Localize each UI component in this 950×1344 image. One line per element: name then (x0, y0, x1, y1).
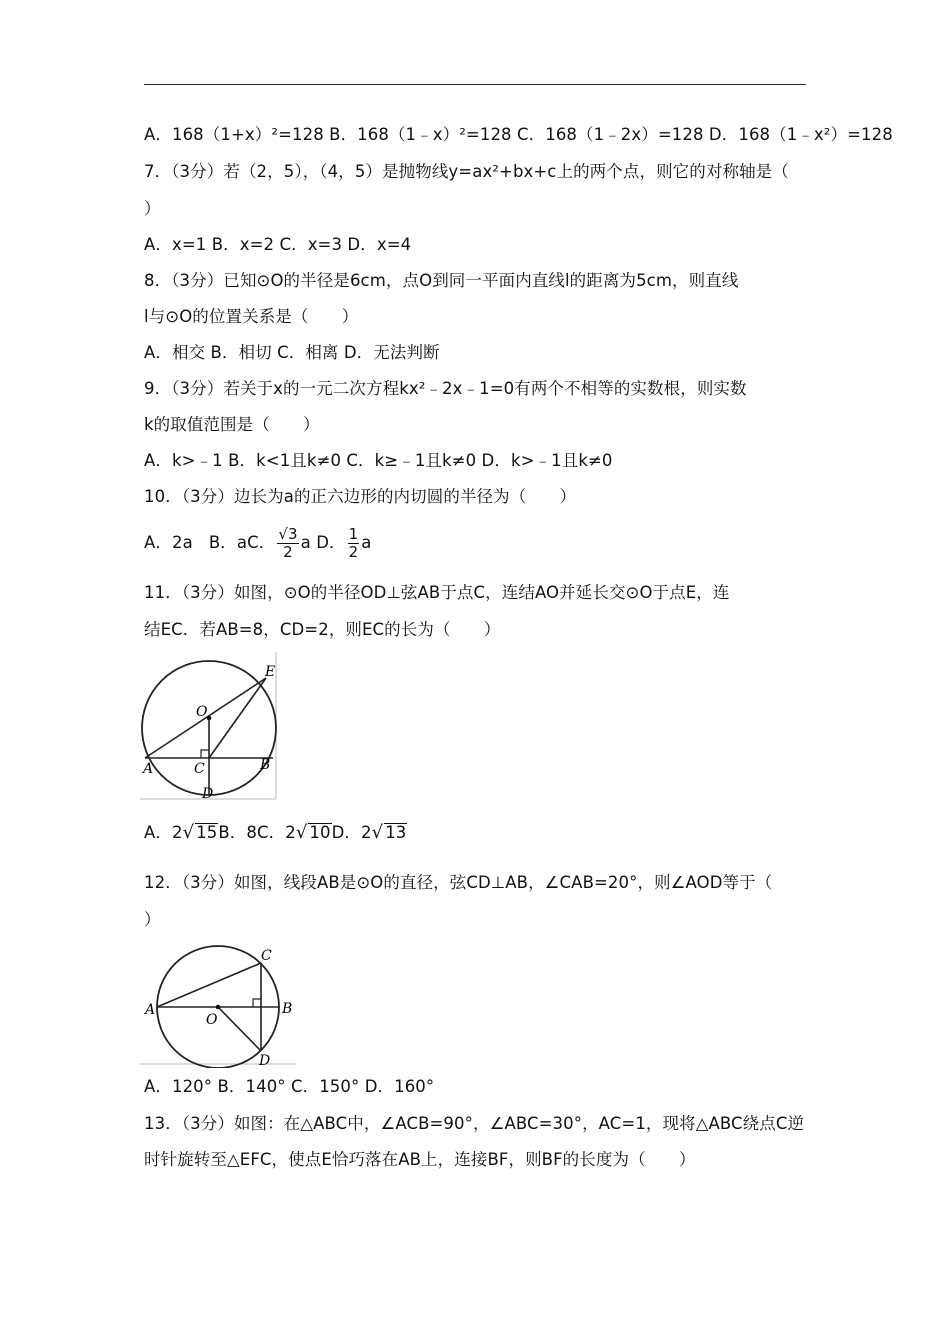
q12-right-angle-mark (253, 999, 261, 1007)
q11-label-c: C (194, 761, 205, 777)
q11-opt-d-radicand: 13 (385, 823, 407, 842)
q8-options: A．相交 B．相切 C．相离 D．无法判断 (144, 343, 440, 362)
q7-stem: 7．（3分）若（2，5），（4，5）是抛物线y=ax²+bx+c上的两个点，则它的对称轴是（ (144, 162, 789, 181)
q11-label-e: E (265, 664, 276, 680)
q11-label-d: D (202, 786, 214, 802)
q11-label-b: B (260, 757, 271, 773)
q11-stem-cont: 结EC．若AB=8，CD=2，则EC的长为（ ） (144, 620, 501, 639)
q11-label-a: A (143, 761, 154, 777)
q10-opt-d-den: 2 (348, 543, 359, 561)
q10-opt-d-num: 1 (348, 525, 359, 543)
q11-opt-a: A．2 (144, 823, 183, 842)
q12-line-ac (157, 963, 261, 1007)
q10-opt-d-var: a (361, 533, 372, 552)
q10-opt-c: C． (247, 533, 276, 552)
q11-opt-c-radicand: 10 (309, 823, 331, 842)
q12-figure (140, 940, 300, 1068)
q11-figure (140, 652, 280, 802)
q10-opt-c-num: √3 (278, 525, 298, 543)
q11-opt-c-radical-icon: √ (295, 822, 308, 843)
q11-opt-a-radicand: 15 (196, 823, 218, 842)
q11-right-angle-mark (201, 750, 209, 758)
q8-stem: 8．（3分）已知⊙O的半径是6cm，点O到同一平面内直线l的距离为5cm，则直线 (144, 271, 739, 290)
q12-label-a: A (145, 1002, 156, 1018)
q11-stem: 11．（3分）如图，⊙O的半径OD⊥弦AB于点C，连结AO并延长交⊙O于点E，连 (144, 583, 730, 602)
q9-stem-cont: k的取值范围是（ ） (144, 415, 320, 434)
q13-stem-cont: 时针旋转至△EFC，使点E恰巧落在AB上，连接BF，则BF的长度为（ ） (144, 1150, 696, 1169)
q12-label-o: O (206, 1012, 218, 1028)
q10-opt-c-var: a (300, 533, 311, 552)
q12-line-od (218, 1007, 261, 1051)
q12-label-c: C (261, 948, 272, 964)
q11-opt-d-radical-icon: √ (371, 822, 384, 843)
q6-options (144, 124, 893, 146)
q11-label-o: O (196, 704, 208, 720)
q13-stem: 13．（3分）如图：在△ABC中，∠ACB=90°，∠ABC=30°，AC=1，现将△ABC绕点C逆 (144, 1114, 805, 1133)
q10-options (144, 522, 371, 564)
q7-stem-cont: ） (144, 199, 161, 218)
q10-opt-c-den: 2 (283, 543, 293, 561)
q10-opt-a: A．2a (144, 533, 193, 552)
q11-opt-d: D．2 (331, 823, 372, 842)
q10-opt-d: D． (316, 533, 346, 552)
q10-opt-d-fraction (348, 526, 360, 561)
q11-line-ec (209, 678, 266, 758)
q9-stem: 9．（3分）若关于x的一元二次方程kx²﹣2x﹣1=0有两个不相等的实数根，则实数 (144, 379, 747, 398)
q11-opt-a-radical-icon: √ (182, 822, 195, 843)
q7-options: A．x=1 B．x=2 C．x=3 D．x=4 (144, 235, 412, 254)
q11-opt-c: C．2 (257, 823, 296, 842)
q12-stem: 12．（3分）如图，线段AB是⊙O的直径，弦CD⊥AB，∠CAB=20°，则∠AOD等于（ (144, 873, 773, 892)
q10-stem: 10．（3分）边长为a的正六边形的内切圆的半径为（ ） (144, 487, 577, 506)
q9-options: A．k>﹣1 B．k<1且k≠0 C．k≥﹣1且k≠0 D．k>﹣1且k≠0 (144, 451, 613, 470)
q12-label-d: D (259, 1053, 271, 1068)
q12-stem-cont: ） (144, 910, 161, 929)
q12-options: A．120° B．140° C．150° D．160° (144, 1077, 435, 1096)
q12-label-b: B (282, 1001, 293, 1017)
q12-center-dot (216, 1005, 221, 1010)
q10-opt-c-fraction (277, 526, 298, 561)
q10-opt-b: B．a (208, 533, 248, 552)
q11-opt-b: B．8 (218, 823, 257, 842)
q11-options (144, 822, 407, 844)
q6-options-text: A．168（1+x）²=128 B．168（1﹣x）²=128 C．168（1﹣2x）=128 D．168（1﹣x²）=128 (144, 125, 893, 144)
header-rule (144, 84, 806, 85)
q8-stem-cont: l与⊙O的位置关系是（ ） (144, 307, 359, 326)
